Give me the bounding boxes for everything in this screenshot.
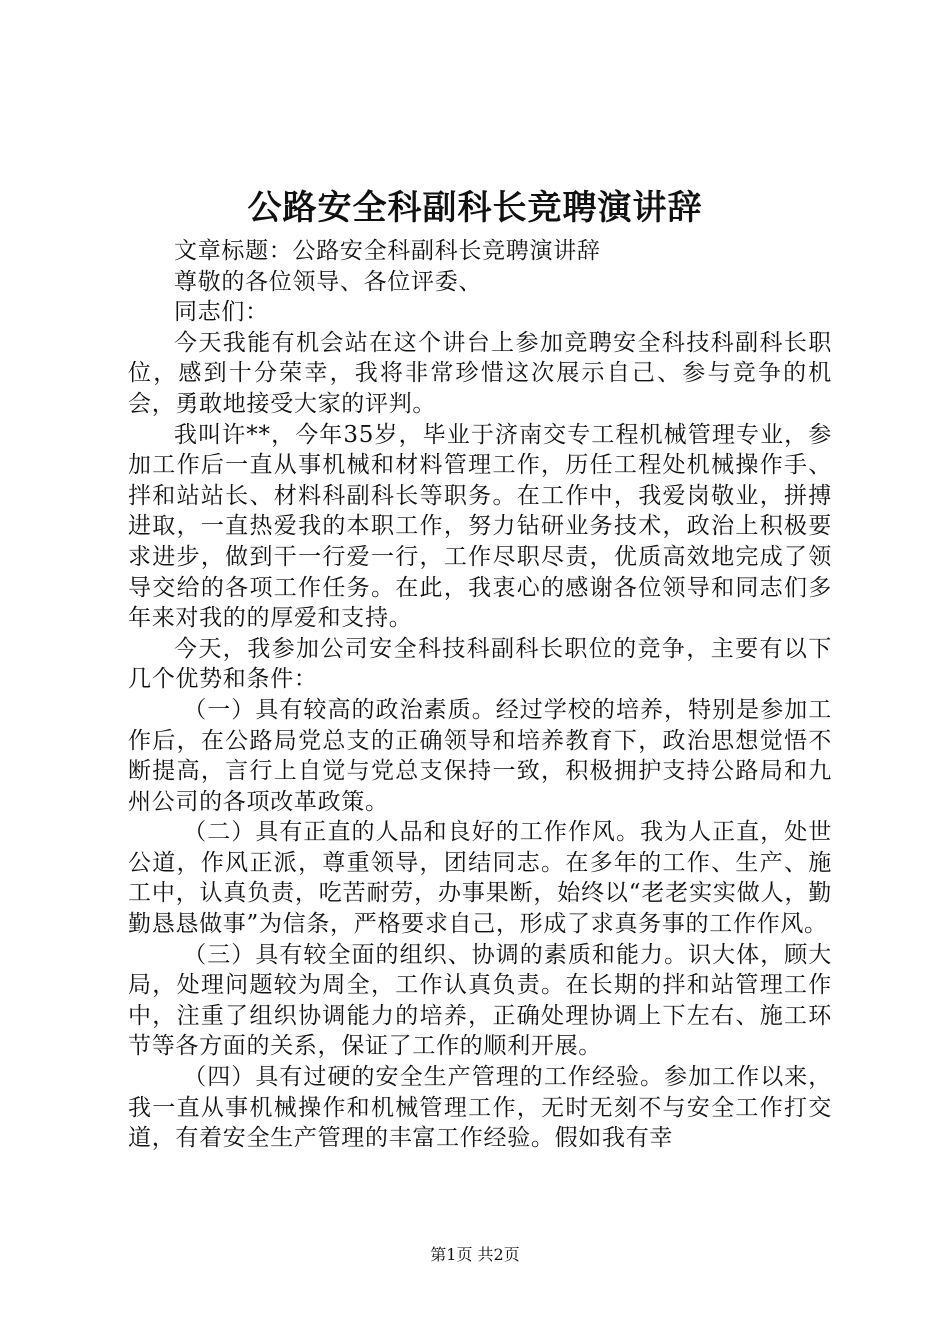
paragraph-advantages-intro: 今天，我参加公司安全科技科副科长职位的竞争，主要有以下几个优势和条件：	[128, 635, 832, 693]
paragraph-point-two: （二）具有正直的人品和良好的工作作风。我为人正直，处世公道，作风正派，尊重领导，团结同志。在多年的工作、生产、施工中，认真负责，吃苦耐劳，办事果断，始终以“老老实实做人，勤勤恳恳做事”为信条，严格要求自己，形成了求真务事的工作作风。	[128, 819, 832, 938]
page-number-footer: 第1页 共2页	[430, 1245, 520, 1264]
paragraph-salutation-continued: 同志们：	[174, 299, 269, 326]
document-body	[128, 236, 832, 1154]
document-title: 公路安全科副科长竞聘演讲辞	[247, 188, 703, 228]
paragraph-self-introduction: 我叫许**，今年35岁，毕业于济南交专工程机械管理专业，参加工作后一直从事机械和材料管理工作，历任工程处机械操作手、拌和站站长、材料科副科长等职务。在工作中，我爱岗敬业，拼搏进取，一直热爱我的本职工作，努力钻研业务技术，政治上积极要求进步，做到干一行爱一行，工作尽职尽责，优质高效地完成了领导交给的各项工作任务。在此，我衷心的感谢各位领导和同志们多年来对我的的厚爱和支持。	[128, 421, 832, 632]
paragraph-opening: 今天我能有机会站在这个讲台上参加竞聘安全科技科副科长职位，感到十分荣幸，我将非常珍惜这次展示自己、参与竞争的机会，勇敢地接受大家的评判。	[128, 329, 832, 417]
paragraph-point-one: （一）具有较高的政治素质。经过学校的培养，特别是参加工作后，在公路局党总支的正确领导和培养教育下，政治思想觉悟不断提高，言行上自觉与党总支保持一致，积极拥护支持公路局和九州公司的各项改革政策。	[128, 696, 832, 815]
paragraph-salutation: 尊敬的各位领导、各位评委、	[174, 268, 483, 295]
paragraph-point-three: （三）具有较全面的组织、协调的素质和能力。识大体，顾大局，处理问题较为周全，工作认真负责。在长期的拌和站管理工作中，注重了组织协调能力的培养，正确处理协调上下左右、施工环节等各方面的关系，保证了工作的顺利开展。	[128, 941, 832, 1060]
paragraph-article-title: 文章标题：公路安全科副科长竞聘演讲辞	[174, 238, 601, 264]
paragraph-point-four: （四）具有过硬的安全生产管理的工作经验。参加工作以来，我一直从事机械操作和机械管理工作，无时无刻不与安全工作打交道，有着安全生产管理的丰富工作经验。假如我有幸	[128, 1064, 832, 1152]
